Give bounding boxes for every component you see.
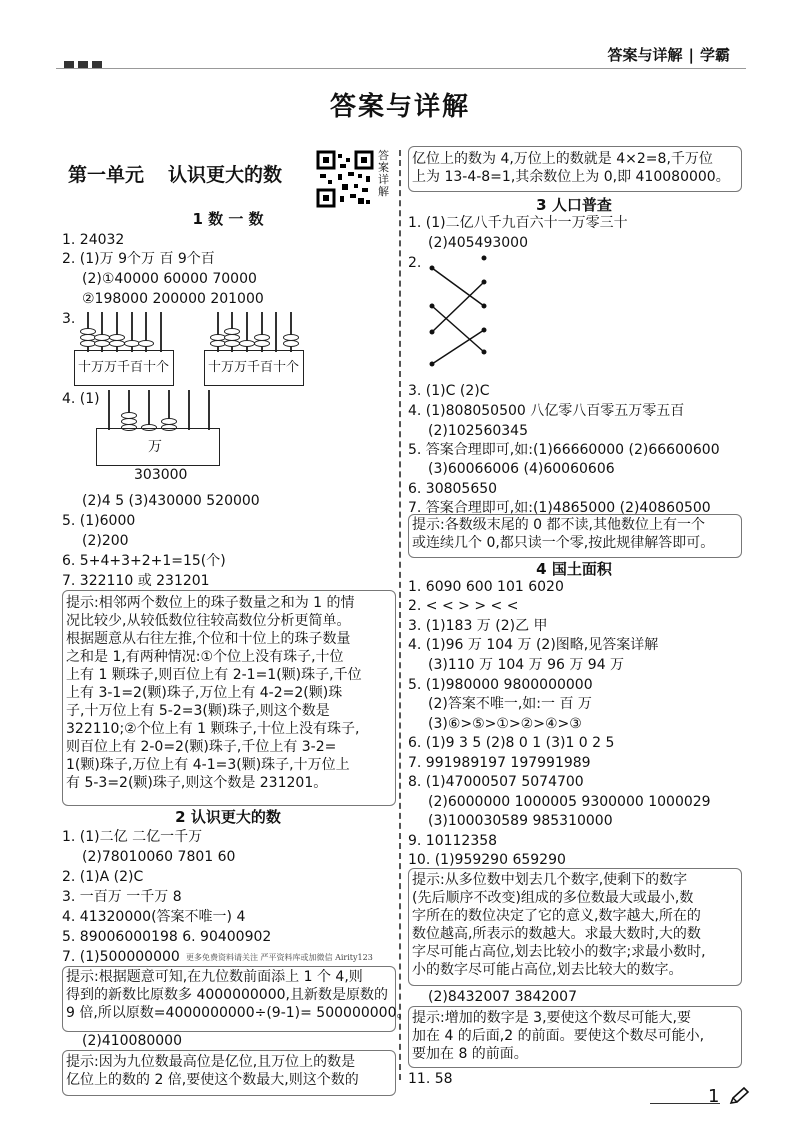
answer-line: 5. (1)980000 9800000000 bbox=[408, 677, 593, 693]
abacus-diagram-b bbox=[204, 308, 304, 388]
answer-line: 4. (1)96 万 104 万 (2)图略,见答案详解 bbox=[408, 637, 659, 653]
answer-line: 5. 答案合理即可,如:(1)66660000 (2)66600600 bbox=[408, 442, 720, 458]
answer-line: 5. (1)6000 bbox=[62, 513, 136, 529]
answer-line: (2)8432007 3842007 bbox=[428, 989, 577, 1005]
answer-line: (2)405493000 bbox=[428, 235, 528, 251]
ad-text: 更多免费资料请关注 严平资料库或加微信 Airity123 bbox=[186, 953, 373, 962]
brand-logo: 学霸 bbox=[699, 46, 730, 64]
answer-line: 2. bbox=[408, 255, 422, 271]
answer-line: 10. (1)959290 659290 bbox=[408, 852, 566, 868]
hint-text: 提示:根据题意可知,在九位数前面添上 1 个 4,则 得到的新数比原数多 4000000000,且新数是原数的 9 倍,所以原数=4000000000÷(9-1)= 500000000。 bbox=[66, 969, 411, 1021]
answer-line: 4. (1) bbox=[62, 391, 100, 407]
answer-line: 3. (1)C (2)C bbox=[408, 383, 490, 399]
answer-line: 1. (1)二亿八千九百六十一万零三十 bbox=[408, 215, 628, 231]
abacus-diagram-a bbox=[74, 308, 174, 388]
answer-line: (2)答案不唯一,如:一 百 万 bbox=[428, 696, 592, 712]
answer-line: 2. < < > > < < bbox=[408, 598, 519, 614]
hint-text: 提示:增加的数字是 3,要使这个数尽可能大,要 加在 4 的后面,2 的前面。要使这个数尽可能小, 要加在 8 的前面。 bbox=[412, 1010, 705, 1062]
answer-line: 1. 24032 bbox=[62, 232, 125, 248]
hint-text: 提示:因为九位数最高位是亿位,且万位上的数是 亿位上的数的 2 倍,要使这个数最大,则这个数的 bbox=[66, 1054, 359, 1088]
answer-line: 5. 89006000198 6. 90400902 bbox=[62, 929, 272, 945]
answer-line: (2)4 5 (3)430000 520000 bbox=[82, 493, 260, 509]
header-rule bbox=[56, 68, 746, 69]
section-4-title: 4 国土面积 bbox=[536, 560, 612, 578]
column-divider bbox=[399, 150, 401, 1080]
answer-line: 9. 10112358 bbox=[408, 833, 498, 849]
header-label: 答案与详解 bbox=[607, 46, 683, 64]
abacus-labels: 十万万千百十个 bbox=[208, 360, 300, 375]
unit-number: 第一单元 bbox=[68, 164, 145, 186]
pencil-icon bbox=[728, 1086, 750, 1106]
header-right: 答案与详解 | 学霸 bbox=[607, 46, 730, 64]
answer-line: 4. 41320000(答案不唯一) 4 bbox=[62, 909, 246, 925]
answer-line: (2)6000000 1000005 9300000 1000029 bbox=[428, 794, 711, 810]
hint-text: 提示:相邻两个数位上的珠子数量之和为 1 的情 况比较少,从较低数位往较高数位分析更简单。 根据题意从右往左推,个位和十位上的珠子数量 之和是 1,有两种情况:①个位上没有珠子,十位 上有 1 颗珠子,则百位上有 2-1=1(颗)珠子,千位 上有 3-1=2(颗)珠子,万位上有 4-2=2(颗)珠 子,十万位上有 5-2=3(颗)珠子,则这个数是 322110;②个位上有 1 颗珠子,十位上没有珠子, 则百位上有 2-0=2(颗)珠子,千位上有 3-2= 1(颗)珠子,万位上有 4-1=3(颗)珠子,十万位上 有 5-3=2(颗)珠子,则这个数是 231201。 bbox=[66, 595, 362, 791]
header-decoration bbox=[64, 54, 106, 73]
answer-line: 3. 一百万 一千万 8 bbox=[62, 889, 182, 905]
answer-line: 1. (1)二亿 二亿一千万 bbox=[62, 829, 203, 845]
qr-label: 答案详解 bbox=[378, 149, 389, 198]
hint-text: 亿位上的数为 4,万位上的数就是 4×2=8,千万位 上为 13-4-8=1,其余数位上为 0,即 410080000。 bbox=[412, 151, 730, 185]
abacus-diagram-c bbox=[96, 388, 220, 483]
answer-line: 2. (1)万 9个万 百 9个百 bbox=[62, 251, 215, 267]
unit-name: 认识更大的数 bbox=[168, 164, 283, 186]
answer-line: 1. 6090 600 101 6020 bbox=[408, 579, 564, 595]
answer-line: 7. 322110 或 231201 bbox=[62, 573, 210, 589]
answer-line: (2)410080000 bbox=[82, 1033, 182, 1049]
section-3-title: 3 人口普查 bbox=[536, 196, 612, 214]
unit-title bbox=[68, 160, 282, 187]
answer-line: (2)102560345 bbox=[428, 423, 528, 439]
answer-line: (2)①40000 60000 70000 bbox=[82, 271, 257, 287]
answer-line: (3)110 万 104 万 96 万 94 万 bbox=[428, 657, 625, 673]
answer-line: 6. 30805650 bbox=[408, 481, 498, 497]
answer-line: 7. (1)500000000 bbox=[62, 949, 180, 965]
answer-line: (3)⑥>⑤>①>②>④>③ bbox=[428, 716, 582, 732]
hint-text: 提示:各数级末尾的 0 都不读,其他数位上有一个 或连续几个 0,都只读一个零,按此规律解答即可。 bbox=[412, 517, 715, 551]
answer-line: 3. (1)183 万 (2)乙 甲 bbox=[408, 618, 548, 634]
answer-line: 2. (1)A (2)C bbox=[62, 869, 144, 885]
page-number: 1 bbox=[708, 1086, 720, 1107]
answer-line: (2)78010060 7801 60 bbox=[82, 849, 236, 865]
matching-diagram bbox=[424, 252, 504, 370]
answer-line: 3. bbox=[62, 311, 76, 327]
section-1-title: 1 数 一 数 bbox=[192, 210, 264, 228]
abacus-value: 303000 bbox=[134, 467, 188, 483]
answer-line: ②198000 200000 201000 bbox=[82, 291, 264, 307]
answer-line: (2)200 bbox=[82, 533, 129, 549]
answer-line: 7. 991989197 197991989 bbox=[408, 755, 591, 771]
abacus-labels: 十万万千百十个 bbox=[78, 360, 170, 375]
answer-line: 6. (1)9 3 5 (2)8 0 1 (3)1 0 2 5 bbox=[408, 735, 615, 751]
answer-line: 6. 5+4+3+2+1=15(个) bbox=[62, 553, 226, 569]
page-title: 答案与详解 bbox=[329, 92, 470, 122]
answer-line: (3)60066006 (4)60060606 bbox=[428, 461, 615, 477]
abacus-unit-label: 万 bbox=[148, 439, 162, 455]
hint-text: 提示:从多位数中划去几个数字,使剩下的数字 (先后顺序不改变)组成的多位数最大或最小,数 字所在的数位决定了它的意义,数字越大,所在的 数位越高,所表示的数越大。求最大数时,大的数 字尽可能占高位,划去比较小的数字;求最小数时, 小的数字尽可能占高位,划去比较大的数字。 bbox=[412, 872, 706, 978]
answer-line: 7. 答案合理即可,如:(1)4865000 (2)40860500 bbox=[408, 500, 711, 516]
answer-line: 4. (1)808050500 八亿零八百零五万零五百 bbox=[408, 403, 685, 419]
qr-code-icon[interactable] bbox=[316, 150, 374, 208]
answer-line: (3)100030589 985310000 bbox=[428, 813, 613, 829]
section-2-title: 2 认识更大的数 bbox=[175, 808, 281, 826]
answer-line: 8. (1)47000507 5074700 bbox=[408, 774, 584, 790]
answer-line: 11. 58 bbox=[408, 1071, 453, 1087]
